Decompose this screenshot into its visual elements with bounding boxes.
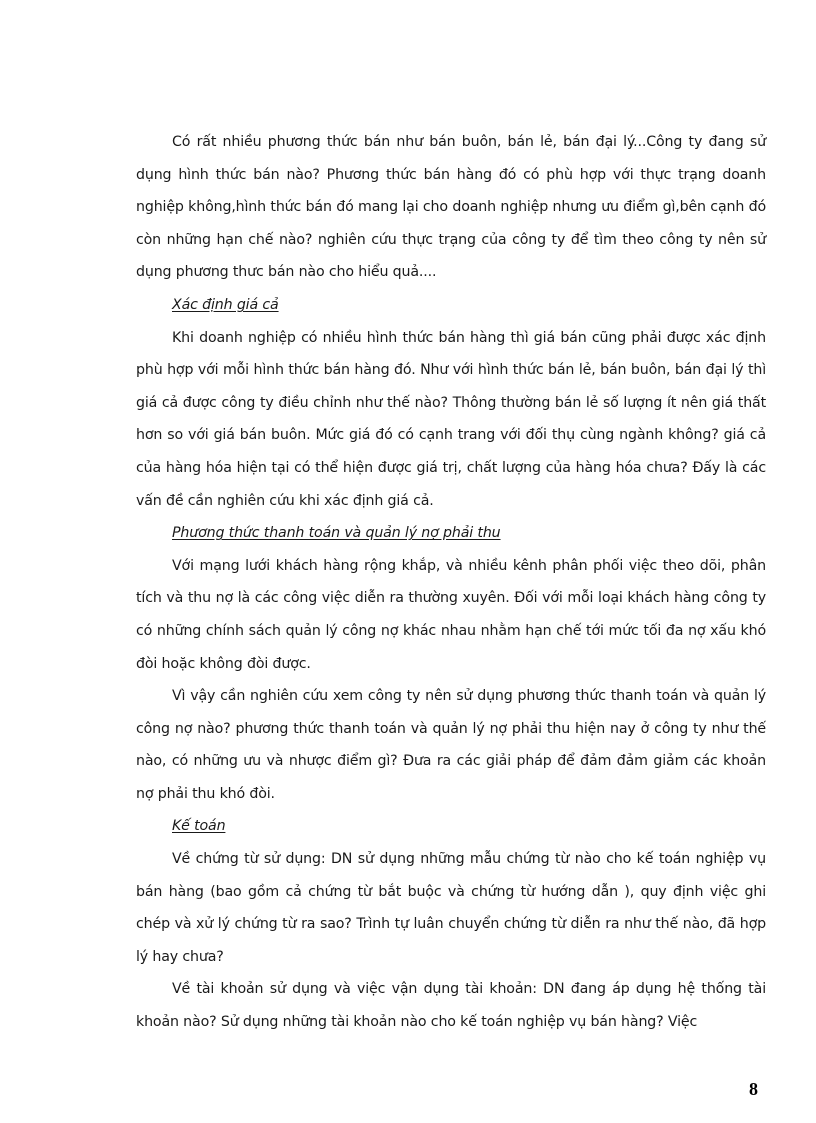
heading-pricing: Xác định giá cả [172, 296, 279, 313]
paragraph-payment-1: Với mạng lưới khách hàng rộng khắp, và nhiều kênh phân phối việc theo dõi, phân tích và thu nợ là các công việc diễn ra thường xuyên. Đối với mỗi loại khách hàng công ty có những chính sách quản lý công nợ khác nhau nhằm hạn chế tới mức tối đa nợ xấu khó đòi hoặc không đòi được. [136, 557, 766, 672]
paragraph-accounting-1: Về chứng từ sử dụng: DN sử dụng những mẫu chứng từ nào cho kế toán nghiệp vụ bán hàng (bao gồm cả chứng từ bắt buộc và chứng từ hướng dẫn ), quy định việc ghi chép và xử lý chứng từ ra sao? Trình tự luân chuyển chứng từ diễn ra như thế nào, đã hợp lý hay chưa? [136, 851, 766, 965]
paragraph-payment-2: Vì vậy cần nghiên cứu xem công ty nên sử dụng phương thức thanh toán và quản lý công nợ nào? phương thức thanh toán và quản lý nợ phải thu hiện nay ở công ty như thế nào, có những ưu và nhược điểm gì? Đưa ra các giải pháp để đảm đảm giảm các khoản nợ phải thu khó đòi. [136, 688, 766, 802]
paragraph-accounting-2: Về tài khoản sử dụng và việc vận dụng tài khoản: DN đang áp dụng hệ thống tài khoản nào? Sử dụng những tài khoản nào cho kế toán nghiệp vụ bán hàng? Việc [136, 981, 766, 1031]
heading-payment: Phương thức thanh toán và quản lý nợ phải thu [172, 525, 501, 542]
paragraph-pricing: Khi doanh nghiệp có nhiều hình thức bán hàng thì giá bán cũng phải được xác định phù hợp với mỗi hình thức bán hàng đó. Như với hình thức bán lẻ, bán buôn, bán đại lý thì giá cả được công ty điều chỉnh như thế nào? Thông thường bán lẻ số lượng ít nên giá thất hơn so với giá bán buôn. Mức giá đó có cạnh trang với đối thụ cùng ngành không? giá cả của hàng hóa hiện tại có thể hiện được giá trị, chất lượng của hàng hóa chưa? Đấy là các vấn đề cần nghiên cứu khi xác định giá cả. [136, 329, 766, 509]
paragraph-sales-methods: Có rất nhiều phương thức bán như bán buôn, bán lẻ, bán đại lý...Công ty đang sử dụng hình thức bán nào? Phương thức bán hàng đó có phù hợp với thực trạng doanh nghiệp không,hình thức bán đó mang lại cho doanh nghiệp nhưng ưu điểm gì,bên cạnh đó còn những hạn chế nào? nghiên cứu thực trạng của công ty để tìm theo công ty nên sử dụng phương thưc bán nào cho hiểu quả.... [136, 134, 766, 281]
heading-accounting: Kế toán [172, 818, 226, 835]
body-text [136, 126, 766, 1039]
page-number: 8 [749, 1079, 758, 1099]
